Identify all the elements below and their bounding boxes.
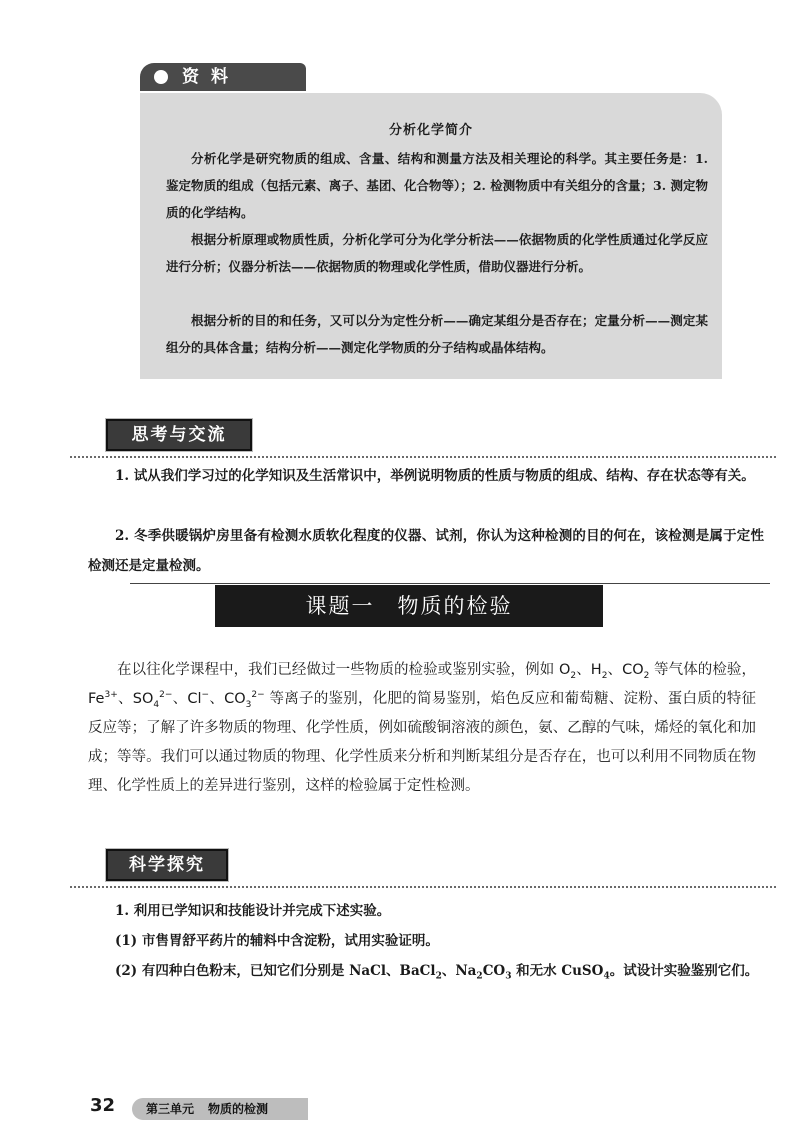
explore-heading: 科学探究 <box>106 849 228 881</box>
dotted-divider <box>70 886 776 888</box>
topic-rule <box>130 583 770 584</box>
dotted-divider <box>70 456 776 458</box>
reference-paragraph: 分析化学是研究物质的组成、含量、结构和测量方法及相关理论的科学。其主要任务是：1. 鉴定物质的组成（包括元素、离子、基团、化合物等）；2. 检测物质中有关组分的含量；3. 测定物质的化学结构。 <box>166 151 708 220</box>
bullet-icon <box>154 70 168 84</box>
topic-title: 课题一 物质的检验 <box>215 585 603 627</box>
body-paragraph: 在以往化学课程中，我们已经做过一些物质的检验或鉴别实验，例如 $O_2$、$H_2$、$CO_2$ 等气体的检验，$Fe^{3+}$、$SO_4^{2-}$、Cl−、$CO_3^{2-}$ 等离子的鉴别，化肥的简易鉴别，焰色反应和葡萄糖、淀粉、蛋白质的特征反应等；了解了许多物质的物理、化学性质，例如硫酸铜溶液的颜色，氨、乙醇的气味，烯烃的氧化和加成；等等。我们可以通过物质的物理、化学性质来分析和判断某组分是否存在，也可以利用不同物质在物理、化学性质上的差异进行鉴别，这样的检验属于定性检测。 <box>88 662 757 794</box>
page-number: 32 <box>90 1095 116 1116</box>
unit-label: 第三单元 <box>146 1102 195 1116</box>
running-footer <box>132 1098 308 1120</box>
reference-paragraph: 根据分析的目的和任务，又可以分为定性分析——确定某组分是否存在；定量分析——测定某组分的具体含量；结构分析——测定化学物质的分子结构或晶体结构。 <box>166 313 708 355</box>
explore-item: (2) 有四种白色粉末，已知它们分别是 NaCl、BaCl$_2$、$Na_2CO_3$ 和无水 CuSO$_4$。试设计实验鉴别它们。 <box>115 963 759 982</box>
explore-item: (1) 市售胃舒平药片的辅料中含淀粉，试用实验证明。 <box>115 933 439 949</box>
reference-tab <box>140 63 306 91</box>
think-heading: 思考与交流 <box>106 419 252 451</box>
think-question: 1. 试从我们学习过的化学知识及生活常识中，举例说明物质的性质与物质的组成、结构、存在状态等有关。 <box>115 468 755 484</box>
reference-title: 分析化学简介 <box>388 123 473 138</box>
explore-item: 1. 利用已学知识和技能设计并完成下述实验。 <box>115 903 391 919</box>
think-question: 2. 冬季供暖锅炉房里备有检测水质软化程度的仪器、试剂，你认为这种检测的目的何在，该检测是属于定性检测还是定量检测。 <box>88 528 764 574</box>
chapter-label: 物质的检测 <box>208 1102 269 1116</box>
reference-paragraph: 根据分析原理或物质性质，分析化学可分为化学分析法——依据物质的化学性质通过化学反应进行分析；仪器分析法——依据物质的物理或化学性质，借助仪器进行分析。 <box>166 232 708 274</box>
reference-tab-label: 资料 <box>182 67 240 87</box>
